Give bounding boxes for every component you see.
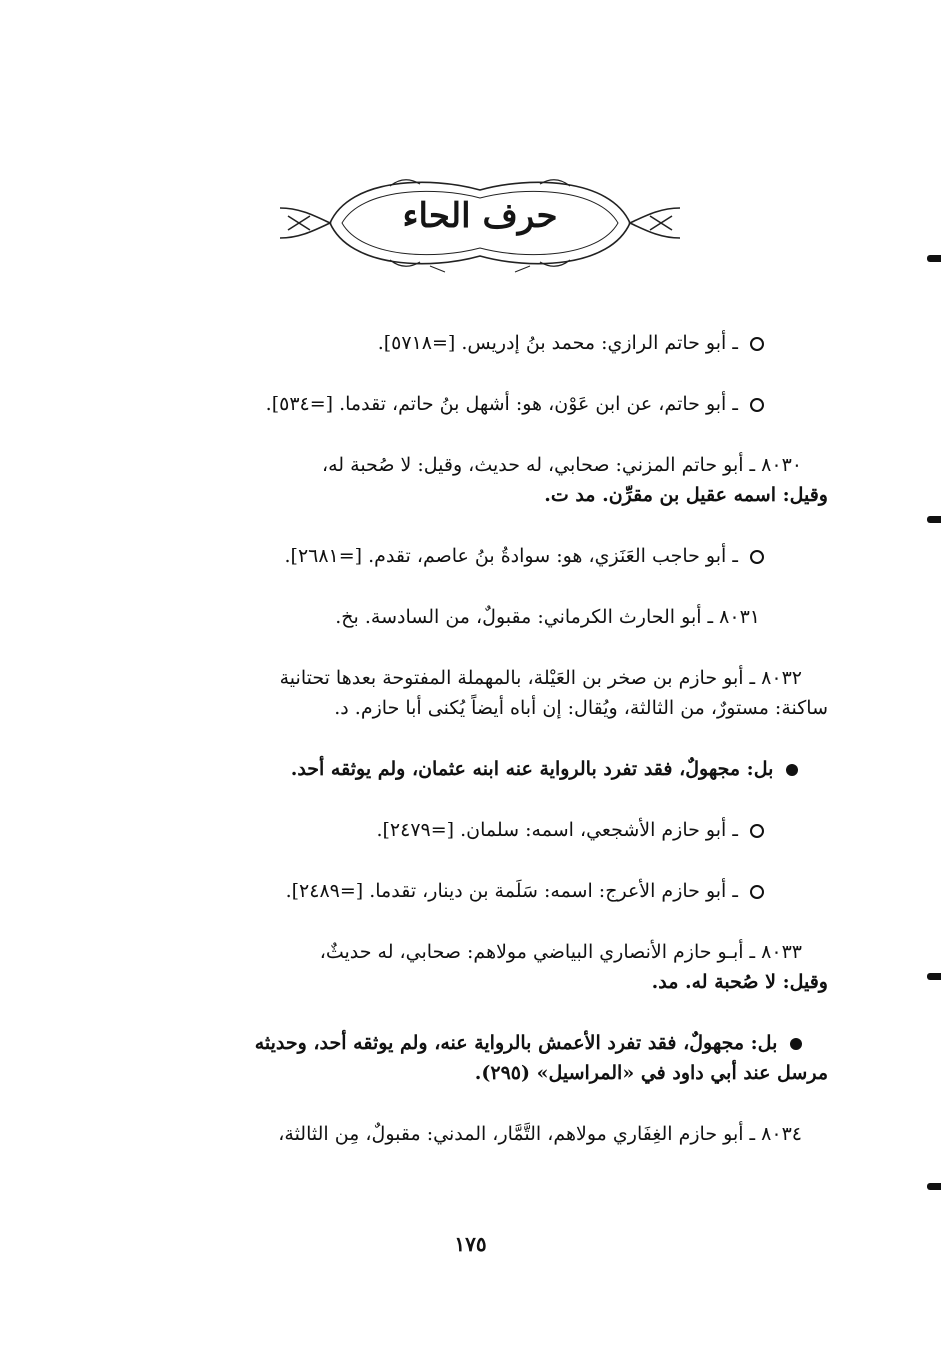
entry-text: أبو حازم الأشجعي، اسمه: سلمان. [=٢٤٧٩]. <box>376 819 727 841</box>
entry-text: أبو حازم الأعرج: اسمه: سَلَمة بن دينار، تقدما. [=٢٤٨٩]. <box>285 880 727 902</box>
entry-marker: ـ <box>732 332 738 354</box>
margin-mark <box>927 255 941 262</box>
note-text: بل: مجهولٌ، فقد تفرد الأعمش بالرواية عنه، ولم يوثقه أحد، وحديثه <box>254 1032 778 1054</box>
entry-number: ٨٠٣٣ <box>761 941 802 963</box>
entry-ref <box>128 876 828 906</box>
entry-ref <box>128 541 828 571</box>
entries-body <box>128 328 828 1180</box>
entry-note <box>128 754 828 784</box>
entry-main <box>128 937 828 997</box>
entry-marker: ـ <box>732 819 738 841</box>
open-circle-icon <box>750 824 764 838</box>
note-text: بل: مجهولٌ، فقد تفرد بالرواية عنه ابنه عثمان، ولم يوثقه أحد. <box>290 758 774 780</box>
open-circle-icon <box>750 885 764 899</box>
entry-main <box>128 663 828 723</box>
margin-mark <box>927 1183 941 1190</box>
margin-mark <box>927 973 941 980</box>
entry-main <box>128 450 828 510</box>
note-text-2: مرسل عند أبي داود في «المراسيل» (٢٩٥). <box>474 1062 828 1084</box>
entry-number: ٨٠٣٢ <box>761 667 802 689</box>
entry-marker: ـ <box>732 393 738 415</box>
entry-line-1: ـ أبو حازم الغِفَاري مولاهم، التَّمَّار، المدني: مقبولٌ، مِن الثالثة، <box>278 1123 756 1145</box>
entry-line <box>128 663 828 693</box>
entry-marker: ـ <box>732 880 738 902</box>
entry-line-1: ـ أبو الحارث الكرماني: مقبولٌ، من السادسة. بخ. <box>335 606 714 628</box>
chapter-heading: حرف الحاء <box>402 196 558 236</box>
note-line <box>128 1028 828 1058</box>
entry-number: ٨٠٣٤ <box>761 1123 802 1145</box>
page-number: ١٧٥ <box>454 1232 487 1256</box>
entry-main <box>128 1119 828 1149</box>
entry-line-2: وقيل: اسمه عقيل بن مقرِّن. مد ت. <box>544 484 828 506</box>
entry-ref <box>128 328 828 358</box>
entry-line-1: ـ أبو حاتم المزني: صحابي، له حديث، وقيل: لا صُحبة له، <box>321 454 756 476</box>
entry-number: ٨٠٣١ <box>719 606 760 628</box>
entry-ref <box>128 389 828 419</box>
entry-text: أبو حاتم، عن ابن عَوْن، هو: أشهل بنُ حاتم، تقدما. [=٥٣٤]. <box>265 393 727 415</box>
entry-line-2: وقيل: لا صُحبة له. مد. <box>651 971 828 993</box>
solid-circle-icon <box>786 764 798 776</box>
open-circle-icon <box>750 337 764 351</box>
margin-mark <box>927 516 941 523</box>
entry-line <box>128 937 828 967</box>
entry-line-1: ـ أبو حازم بن صخر بن العَيْلة، بالمهملة المفتوحة بعدها تحتانية <box>279 667 756 689</box>
entry-ref <box>128 815 828 845</box>
entry-marker: ـ <box>732 545 738 567</box>
open-circle-icon <box>750 550 764 564</box>
entry-note <box>128 1028 828 1088</box>
entry-text: أبو حاتم الرازي: محمد بنُ إدريس. [=٥٧١٨]. <box>377 332 727 354</box>
entry-line <box>128 450 828 480</box>
solid-circle-icon <box>790 1038 802 1050</box>
entry-number: ٨٠٣٠ <box>761 454 802 476</box>
entry-line-2: ساكنة: مستورٌ، من الثالثة، ويُقال: إن أباه أيضاً يُكنى أبا حازم. د. <box>334 697 828 719</box>
entry-line-1: ـ أبـو حازم الأنصاري البياضي مولاهم: صحابي، له حديثٌ، <box>319 941 756 963</box>
entry-main <box>128 602 828 632</box>
entry-text: أبو حاجب العَنَزي، هو: سوادةُ بنُ عاصم، تقدم. [=٢٦٨١]. <box>284 545 727 567</box>
open-circle-icon <box>750 398 764 412</box>
